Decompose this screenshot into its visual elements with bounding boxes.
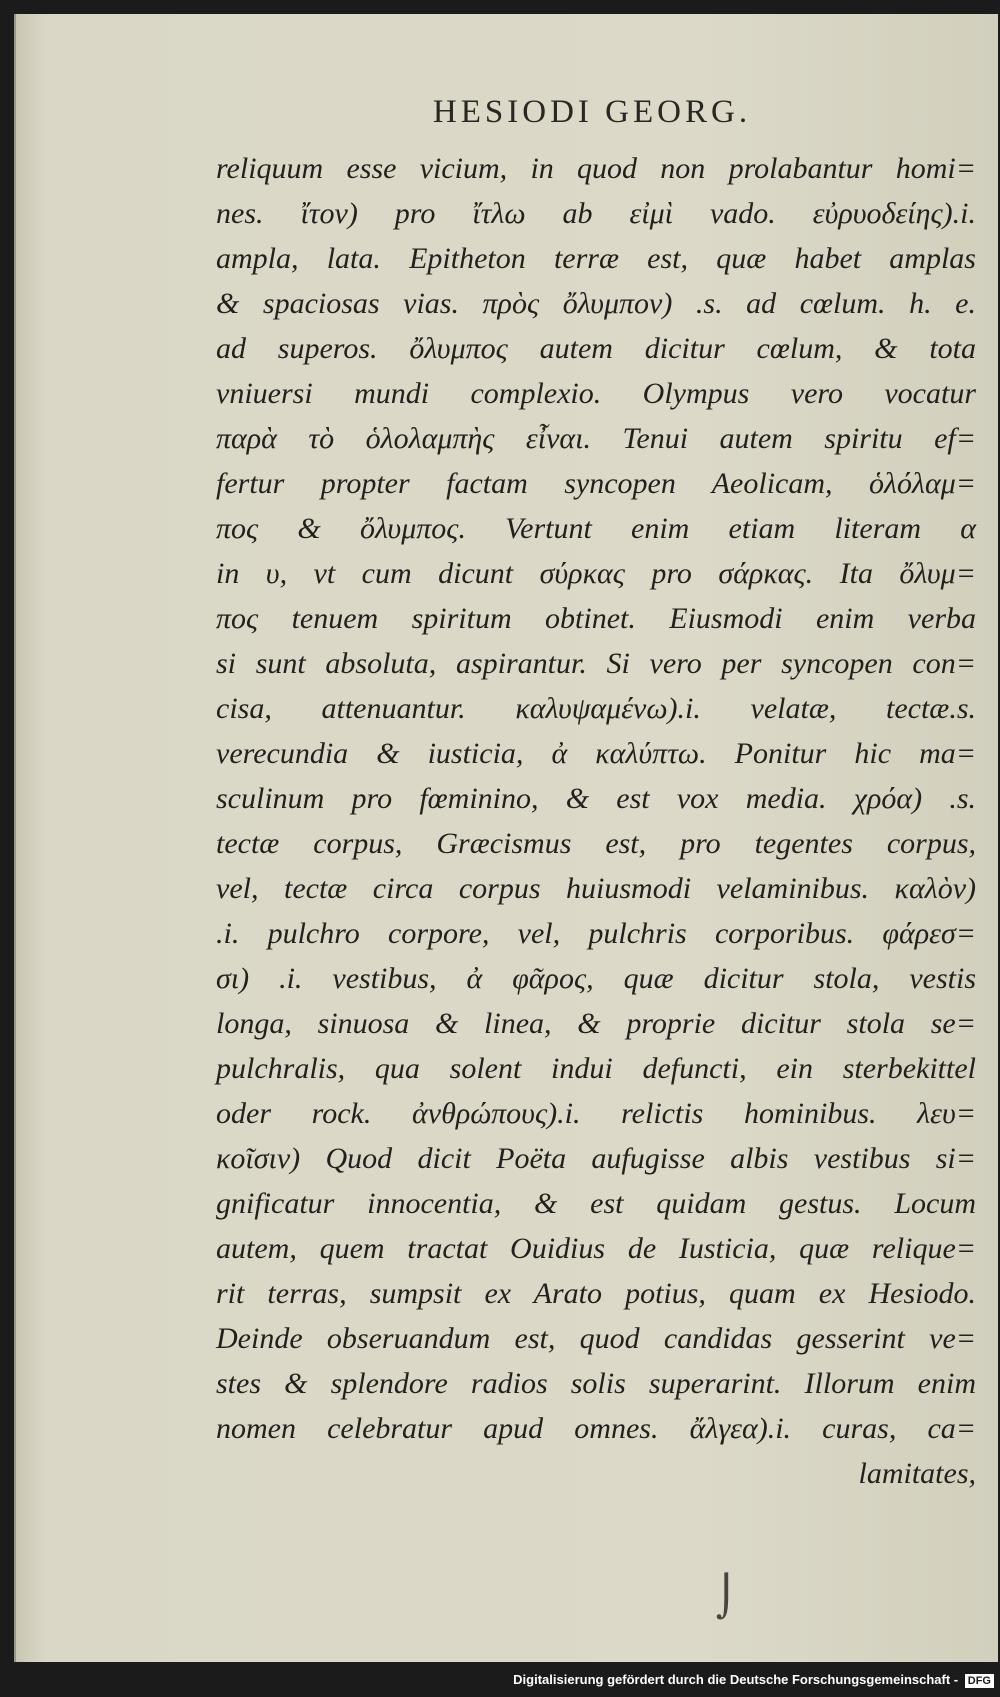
credit-text: Digitalisierung gefördert durch die Deutsche Forschungsgemeinschaft - [513,1672,959,1687]
text-line: πος tenuem spiritum obtinet. Eiusmodi enim verba [216,602,976,635]
text-line: nes. ἴτον) pro ἴτλω ab εἰμὶ vado. εὐρυοδείης).i. [216,197,976,230]
text-line: vniuersi mundi complexio. Olympus vero vocatur [216,377,976,410]
text-line: & spaciosas vias. πρὸς ὄλυμπον) .s. ad cœlum. h. e. [216,287,976,320]
dfg-logo: DFG [965,1674,994,1688]
running-head: HESIODI GEORG. [432,94,752,130]
text-line: κοῖσιν) Quod dicit Poëta aufugisse albis vestibus si= [216,1142,976,1175]
text-line: stes & splendore radios solis superarint. Illorum enim [216,1367,976,1400]
text-line: παρὰ τὸ ὁλολαμπὴς εἶναι. Tenui autem spiritu ef= [216,422,976,455]
text-line: verecundia & iusticia, ἀ καλύπτω. Ponitur hic ma= [216,737,976,770]
text-line: lamitates, [858,1457,976,1490]
text-line: gnificatur innocentia, & est quidam gestus. Locum [216,1187,976,1220]
text-line: autem, quem tractat Ouidius de Iusticia, quæ relique= [216,1232,976,1265]
text-line: cisa, attenuantur. καλυψαμένω).i. velatæ, tectæ.s. [216,692,976,725]
text-line: si sunt absoluta, aspirantur. Si vero per syncopen con= [216,647,976,680]
text-line: Deinde obseruandum est, quod candidas gesserint ve= [216,1322,976,1355]
text-line: rit terras, sumpsit ex Arato potius, quam ex Hesiodo. [216,1277,976,1310]
text-line: ad superos. ὄλυμπος autem dicitur cœlum, & tota [216,332,976,365]
text-line: tectæ corpus, Græcismus est, pro tegentes corpus, [216,827,976,860]
text-line: .i. pulchro corpore, vel, pulchris corporibus. φάρεσ= [216,917,976,950]
digitization-credit [513,1665,994,1695]
ink-mark: ⌡ [716,1574,737,1620]
text-line: fertur propter factam syncopen Aeolicam, ὁλόλαμ= [216,467,976,500]
text-line: reliquum esse vicium, in quod non prolabantur homi= [216,152,976,185]
page-body-text [216,146,976,1496]
book-page [14,14,998,1662]
text-line: vel, tectæ circa corpus huiusmodi velaminibus. καλὸν) [216,872,976,905]
text-line: πος & ὄλυμπος. Vertunt enim etiam literam α [216,512,976,545]
text-line: sculinum pro fœminino, & est vox media. χρόα) .s. [216,782,976,815]
text-line: pulchralis, qua solent indui defuncti, ein sterbekittel [216,1052,976,1085]
text-line: nomen celebratur apud omnes. ἄλγεα).i. curas, ca= [216,1412,976,1445]
text-line: ampla, lata. Epitheton terræ est, quæ habet amplas [216,242,976,275]
text-line: σι) .i. vestibus, ἀ φᾶρος, quæ dicitur stola, vestis [216,962,976,995]
text-line: longa, sinuosa & linea, & proprie dicitur stola se= [216,1007,976,1040]
text-line: oder rock. ἀνθρώπους).i. relictis hominibus. λευ= [216,1097,976,1130]
text-line: in υ, vt cum dicunt σύρκας pro σάρκας. Ita ὄλυμ= [216,557,976,590]
